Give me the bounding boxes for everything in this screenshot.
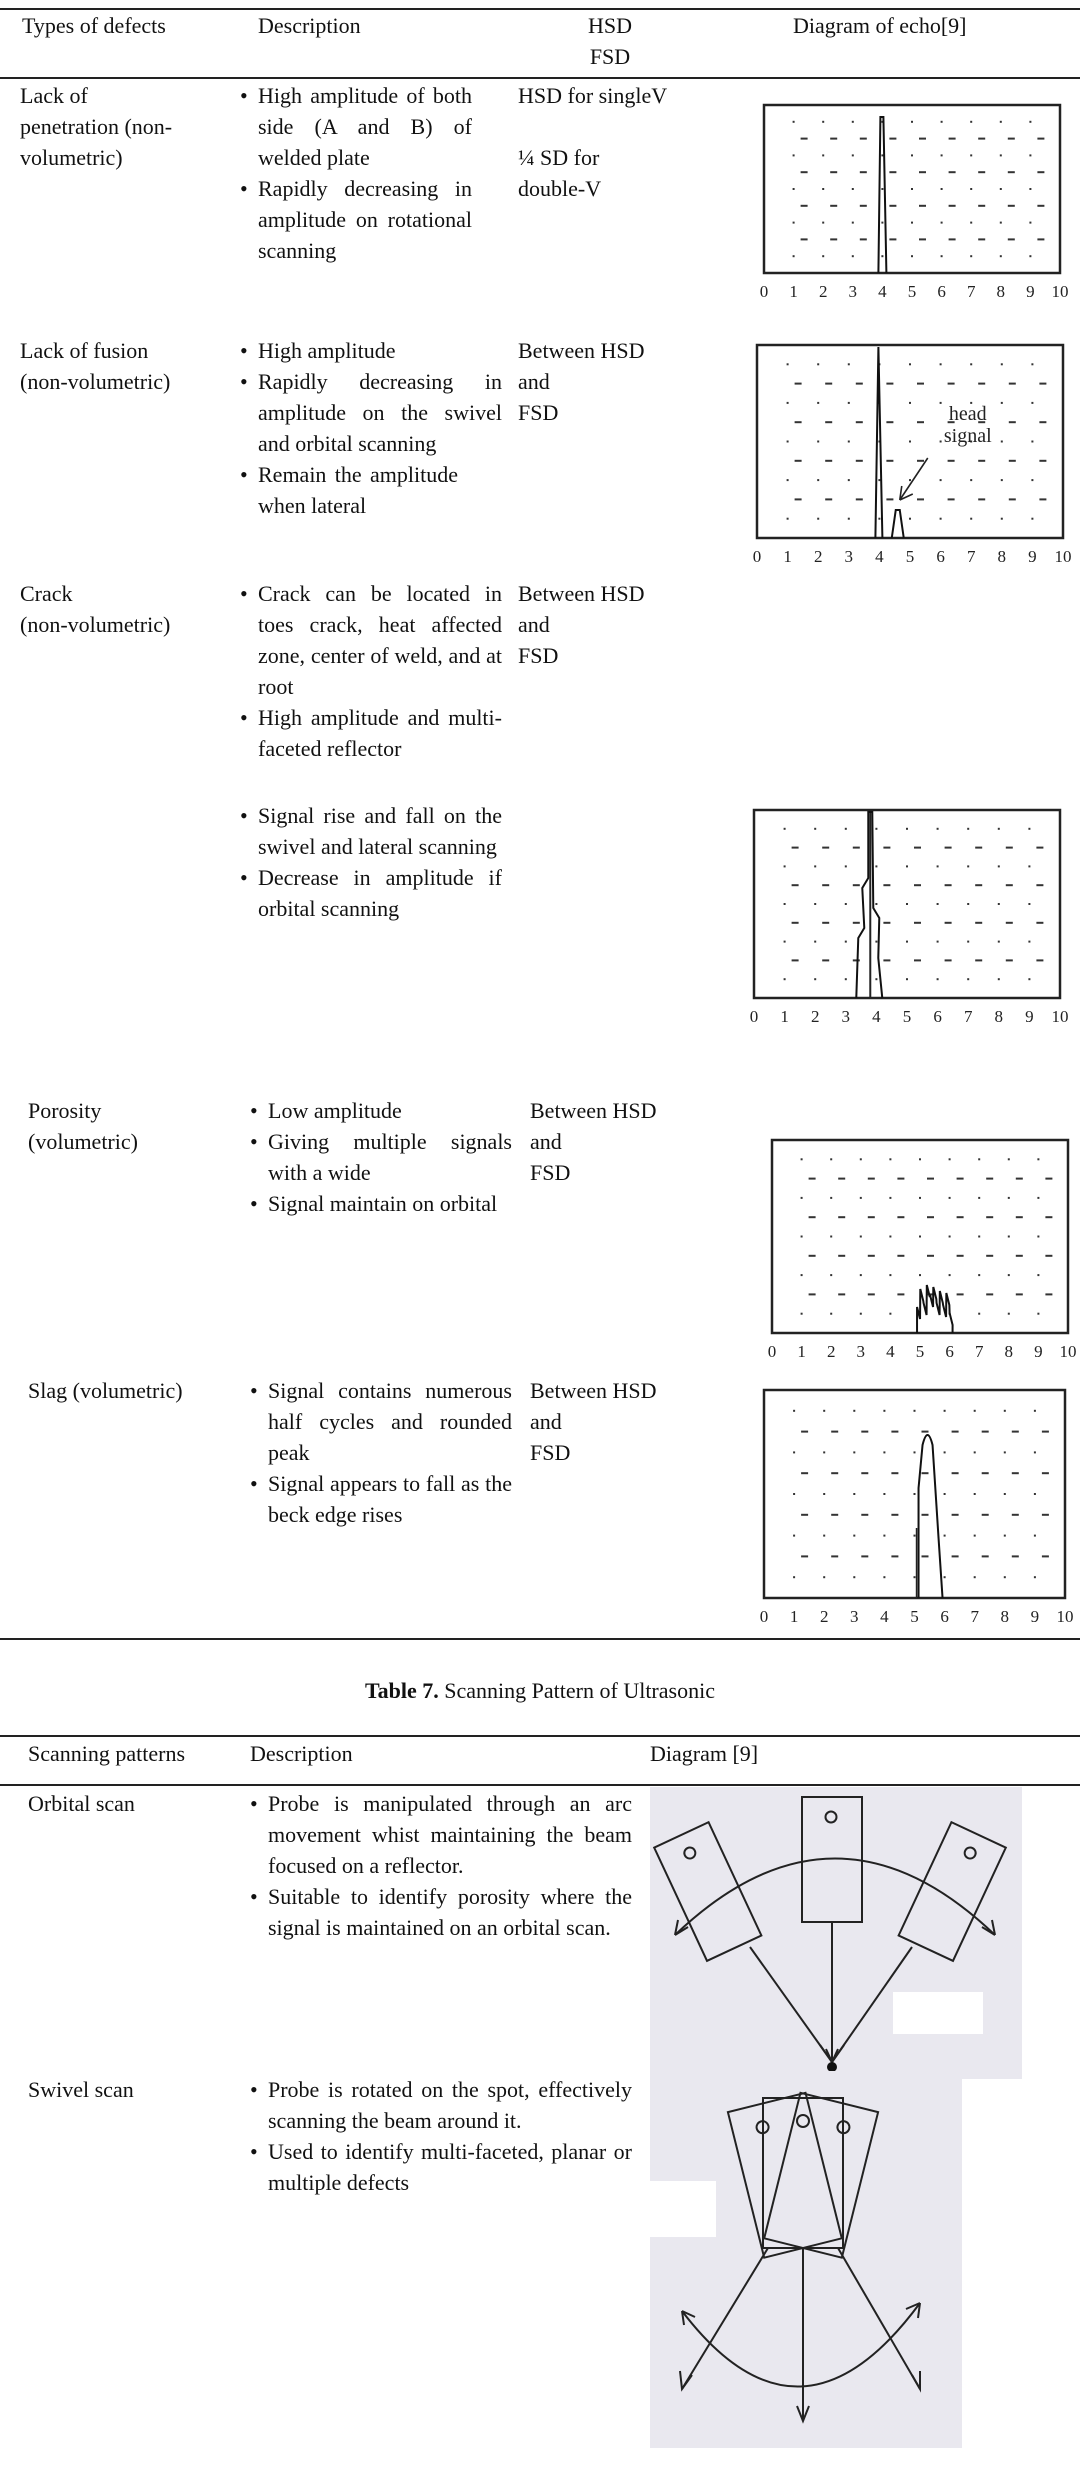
axis-tick-label: 8	[996, 282, 1006, 301]
axis-tick-label: 9	[1025, 1007, 1034, 1026]
header-diagram-of-echo: Diagram of echo[9]	[793, 13, 967, 38]
table-caption	[0, 1675, 1080, 1706]
axis-tick-label: 7	[974, 1342, 984, 1361]
header-description: Description	[258, 13, 361, 38]
description-lack-of-fusion	[240, 335, 502, 521]
type-line: penetration (non-	[20, 114, 173, 139]
axis-tick-label: 10	[1054, 547, 1072, 566]
axis-tick-label: 6	[937, 282, 946, 301]
axis-tick-label: 1	[783, 547, 792, 566]
description-porosity	[250, 1095, 512, 1219]
header-hsd: HSD	[587, 13, 632, 38]
axis-tick-label: 7	[966, 282, 976, 301]
description-bullet: • Used to identify multi-faceted, planar or multiple defects	[250, 2136, 632, 2198]
axis-tick-label: 4	[880, 1607, 889, 1626]
axis-tick-label: 8	[1000, 1607, 1010, 1626]
type-line: (volumetric)	[28, 1129, 138, 1154]
axis-tick-label: 0	[759, 1607, 769, 1626]
type-line: Lack of	[20, 83, 88, 108]
header-types-of-defects: Types of defects	[22, 13, 166, 38]
axis-tick-label: 9	[1034, 1342, 1043, 1361]
description-bullet: • Signal maintain on orbital	[250, 1188, 512, 1219]
type-line: Crack	[20, 581, 73, 606]
axis-tick-label: 0	[749, 1007, 759, 1026]
axis-tick-label: 7	[966, 547, 976, 566]
defect-type-porosity	[28, 1095, 228, 1157]
distance-crack	[518, 578, 718, 671]
description-lack-of-penetration	[240, 80, 472, 266]
distance-porosity	[530, 1095, 730, 1188]
distance-line: and	[530, 1129, 562, 1154]
axis-tick-label: 4	[872, 1007, 881, 1026]
distance-line: and	[530, 1409, 562, 1434]
echo-diagram-slag	[752, 1380, 1077, 1630]
axis-tick-label: 5	[907, 282, 917, 301]
axis-tick-label: 5	[915, 1342, 925, 1361]
axis-tick-label: 4	[875, 547, 884, 566]
description-swivel	[250, 2074, 632, 2198]
description-orbital	[250, 1788, 632, 1943]
axis-tick-label: 2	[819, 1607, 829, 1626]
axis-tick-label: 5	[902, 1007, 912, 1026]
distance-line: Between HSD	[530, 1378, 657, 1403]
description-slag	[250, 1375, 512, 1530]
echo-diagram-lack-of-penetration	[752, 95, 1072, 305]
axis-tick-label: 4	[878, 282, 887, 301]
axis-tick-label: 1	[780, 1007, 789, 1026]
distance-line: FSD	[530, 1440, 571, 1465]
description-bullet: • Giving multiple signals with a wide	[250, 1126, 512, 1188]
axis-tick-label: 10	[1056, 1607, 1074, 1626]
type-line: Porosity	[28, 1098, 102, 1123]
axis-tick-label: 10	[1059, 1342, 1077, 1361]
distance-slag	[530, 1375, 730, 1468]
axis-tick-label: 10	[1051, 1007, 1069, 1026]
description-bullet: • Probe is rotated on the spot, effectively scanning the beam around it.	[250, 2074, 632, 2136]
axis-tick-label: 8	[1004, 1342, 1014, 1361]
caption-text: Scanning Pattern of Ultrasonic	[438, 1678, 715, 1703]
distance-line: Between HSD	[530, 1098, 657, 1123]
distance-line: HSD for singleV	[518, 83, 668, 108]
axis-tick-label: 2	[810, 1007, 820, 1026]
paper-patch	[650, 2181, 716, 2237]
swivel-scan-diagram	[650, 2071, 962, 2448]
axis-tick-label: 1	[789, 1607, 799, 1626]
axis-tick-label: 10	[1051, 282, 1069, 301]
axis-tick-label: 2	[826, 1342, 836, 1361]
description-bullet: • Signal rise and fall on the swivel and lateral scanning	[240, 800, 502, 862]
defect-type-slag	[28, 1375, 248, 1406]
header-scan-description: Description	[250, 1741, 353, 1766]
axis-tick-label: 9	[1030, 1607, 1040, 1626]
description-bullet: • High amplitude of both side (A and B) of welded plate	[240, 80, 472, 173]
scan-name-orbital: Orbital scan	[28, 1791, 135, 1816]
header-fsd: FSD	[589, 44, 631, 69]
distance-line: FSD	[518, 643, 559, 668]
axis-tick-label: 3	[856, 1342, 866, 1361]
table-bottom-rule	[0, 1638, 1080, 1640]
axis-tick-label: 9	[1026, 282, 1035, 301]
header-bottom-rule	[0, 77, 1080, 79]
description-crack	[240, 578, 502, 764]
description-bullet: • Crack can be located in toes crack, heat affected zone, center of weld, and at root	[240, 578, 502, 702]
distance-line: Between HSD	[518, 338, 645, 363]
distance-line: and	[518, 612, 550, 637]
defect-type-lack-of-penetration	[20, 80, 220, 173]
distance-line: FSD	[518, 400, 559, 425]
axis-tick-label: 8	[997, 547, 1007, 566]
description-bullet: • Signal appears to fall as the beck edge rises	[250, 1468, 512, 1530]
distance-lack-of-penetration	[518, 80, 718, 204]
distance-lack-of-fusion	[518, 335, 718, 428]
distance-line	[518, 111, 718, 142]
head-signal-label: signal	[943, 425, 992, 447]
distance-line: double-V	[518, 176, 602, 201]
type-line: (non-volumetric)	[20, 612, 171, 637]
header-diagram: Diagram [9]	[650, 1741, 759, 1766]
defect-type-lack-of-fusion	[20, 335, 220, 397]
description-bullet: • Probe is manipulated through an arc movement whist maintaining the beam focused on a reflector.	[250, 1788, 632, 1881]
description-bullet: • Remain the amplitude when lateral	[240, 459, 458, 521]
axis-tick-label: 2	[813, 547, 823, 566]
caption-label: Table 7.	[365, 1678, 439, 1703]
axis-tick-label: 4	[886, 1342, 895, 1361]
axis-tick-label: 0	[767, 1342, 777, 1361]
orbital-scan-diagram	[650, 1787, 1022, 2079]
axis-tick-label: 1	[797, 1342, 806, 1361]
echo-diagram-lack-of-fusion	[745, 335, 1075, 570]
distance-line: and	[518, 369, 550, 394]
axis-tick-label: 3	[844, 547, 854, 566]
axis-tick-label: 6	[936, 547, 945, 566]
scan-table-top-rule	[0, 1735, 1080, 1737]
axis-tick-label: 3	[841, 1007, 851, 1026]
type-line: Slag (volumetric)	[28, 1378, 183, 1403]
description-bullet: • Signal contains numerous half cycles and rounded peak	[250, 1375, 512, 1468]
axis-tick-label: 6	[940, 1607, 949, 1626]
diagram-background	[650, 2071, 962, 2448]
scan-header-bottom-rule	[0, 1784, 1080, 1786]
echo-diagram-porosity	[760, 1130, 1080, 1365]
axis-tick-label: 9	[1028, 547, 1037, 566]
description-bullet: • Decrease in amplitude if orbital scanning	[240, 862, 502, 924]
distance-line: Between HSD	[518, 581, 645, 606]
header-scanning-patterns: Scanning patterns	[28, 1741, 186, 1766]
description-bullet: • High amplitude and multi-faceted reflector	[240, 702, 502, 764]
axis-tick-label: 6	[945, 1342, 954, 1361]
axis-tick-label: 0	[752, 547, 762, 566]
head-signal-label: head	[948, 403, 987, 425]
axis-tick-label: 2	[818, 282, 828, 301]
description-bullet: • Rapidly decreasing in amplitude on rotational scanning	[240, 173, 472, 266]
description-bullet: • Low amplitude	[250, 1095, 512, 1126]
type-line: (non-volumetric)	[20, 369, 171, 394]
axis-tick-label: 0	[759, 282, 769, 301]
axis-tick-label: 5	[910, 1607, 919, 1626]
scan-name-swivel: Swivel scan	[28, 2077, 134, 2102]
description-crack-scanning	[240, 800, 502, 924]
description-bullet: • Suitable to identify porosity where the signal is maintained on an orbital scan.	[250, 1881, 632, 1943]
description-bullet: • Rapidly decreasing in amplitude on the swivel and orbital scanning	[240, 366, 502, 459]
axis-tick-label: 8	[994, 1007, 1004, 1026]
axis-tick-label: 7	[970, 1607, 979, 1626]
axis-tick-label: 3	[850, 1607, 859, 1626]
distance-line: FSD	[530, 1160, 571, 1185]
axis-tick-label: 5	[905, 547, 915, 566]
header-hsd-fsd	[560, 10, 660, 72]
description-bullet: • High amplitude	[240, 335, 502, 366]
axis-tick-label: 1	[789, 282, 798, 301]
type-line: volumetric)	[20, 145, 123, 170]
defect-type-crack	[20, 578, 220, 640]
echo-diagram-crack	[742, 800, 1072, 1030]
axis-tick-label: 3	[848, 282, 858, 301]
type-line: Lack of fusion	[20, 338, 149, 363]
distance-line: ¼ SD for	[518, 145, 600, 170]
paper-patch	[893, 1992, 983, 2034]
axis-tick-label: 6	[933, 1007, 942, 1026]
axis-tick-label: 7	[963, 1007, 973, 1026]
